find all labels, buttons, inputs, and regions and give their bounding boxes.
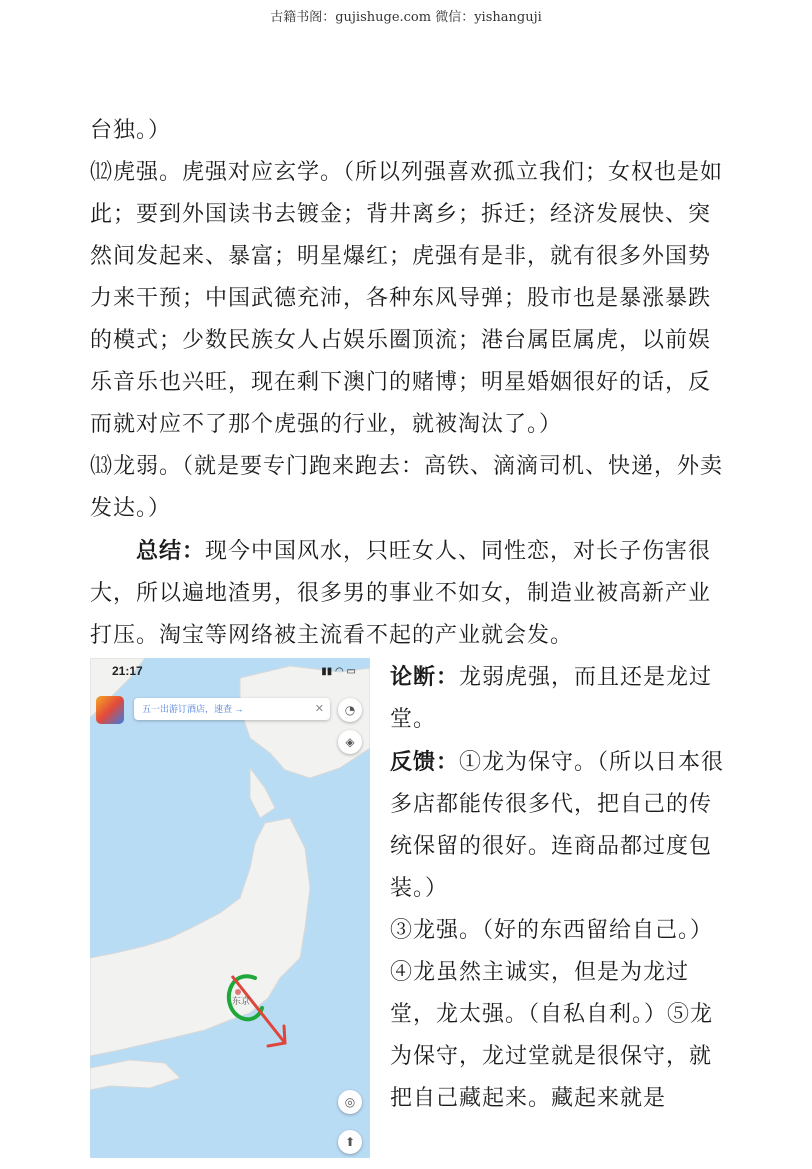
japan-map xyxy=(90,658,370,1158)
point-3: ③龙强。（好的东西留给自己。） xyxy=(390,918,714,943)
point-4-5: ④龙虽然主诚实，但是为龙过堂，龙太强。（自私自利。）⑤龙为保守，龙过堂就是很保守，就把自己藏起来。藏起来就是 xyxy=(390,960,714,1111)
layers-icon[interactable]: ◈ xyxy=(338,730,362,754)
signal-icon: ▮▮ xyxy=(321,666,333,677)
page-header: 古籍书阁：gujishuge.com 微信：yishanguji xyxy=(270,10,542,25)
conclusion-label: 论断： xyxy=(390,664,460,690)
feedback xyxy=(390,741,730,910)
chat-icon[interactable]: ◔ xyxy=(338,698,362,722)
battery-icon: ▭ xyxy=(346,666,356,677)
main-text xyxy=(90,110,730,657)
locate-icon[interactable]: ◎ xyxy=(338,1090,362,1114)
close-icon[interactable]: ✕ xyxy=(314,703,324,715)
status-icons xyxy=(321,666,356,677)
feedback-label: 反馈： xyxy=(390,749,460,775)
side-text xyxy=(390,656,730,1120)
paragraph-tiger: ⑿虎强。虎强对应玄学。（所以列强喜欢孤立我们；女权也是如此；要到外国读书去镀金；背井离乡；拆迁；经济发展快、突然间发起来、暴富；明星爆红；虎强有是非，就有很多外国势力来干预；中国武德充沛，各种东风导弹；股市也是暴涨暴跌的模式；少数民族女人占娱乐圈顶流；港台属臣属虎，以前娱乐音乐也兴旺，现在剩下澳门的赌博；明星婚姻很好的话，反而就对应不了那个虎强的行业，就被淘汰了。） xyxy=(90,160,724,437)
place-label: 东京 xyxy=(232,996,251,1006)
search-placeholder: 五一出游订酒店，速查 → xyxy=(142,704,244,714)
paragraph-dragon: ⒀龙弱。（就是要专门跑来跑去：高铁、滴滴司机、快递，外卖发达。） xyxy=(90,454,724,521)
paragraph-1: 台独。） xyxy=(90,118,172,143)
compass-icon[interactable]: ⬆ xyxy=(338,1130,362,1154)
summary-text: 现今中国风水，只旺女人、同性恋，对长子伤害很大，所以遍地渣男，很多男的事业不如女，制造业被高新产业打压。淘宝等网络被主流看不起的产业就会发。 xyxy=(90,539,712,648)
conclusion xyxy=(390,656,730,741)
conclusion-text: 龙弱虎强，而且还是龙过堂。 xyxy=(390,665,713,732)
status-time: 21:17 xyxy=(112,664,143,678)
summary-paragraph xyxy=(90,530,730,657)
wifi-icon: ◠ xyxy=(335,666,344,677)
feedback-text: ①龙为保守。（所以日本很多店都能传很多代，把自己的传统保留的很好。连商品都过度包装。） xyxy=(390,750,725,901)
app-logo[interactable] xyxy=(96,696,124,724)
search-bar[interactable] xyxy=(134,698,330,720)
map-screenshot xyxy=(90,658,370,1158)
summary-label: 总结： xyxy=(136,538,206,564)
